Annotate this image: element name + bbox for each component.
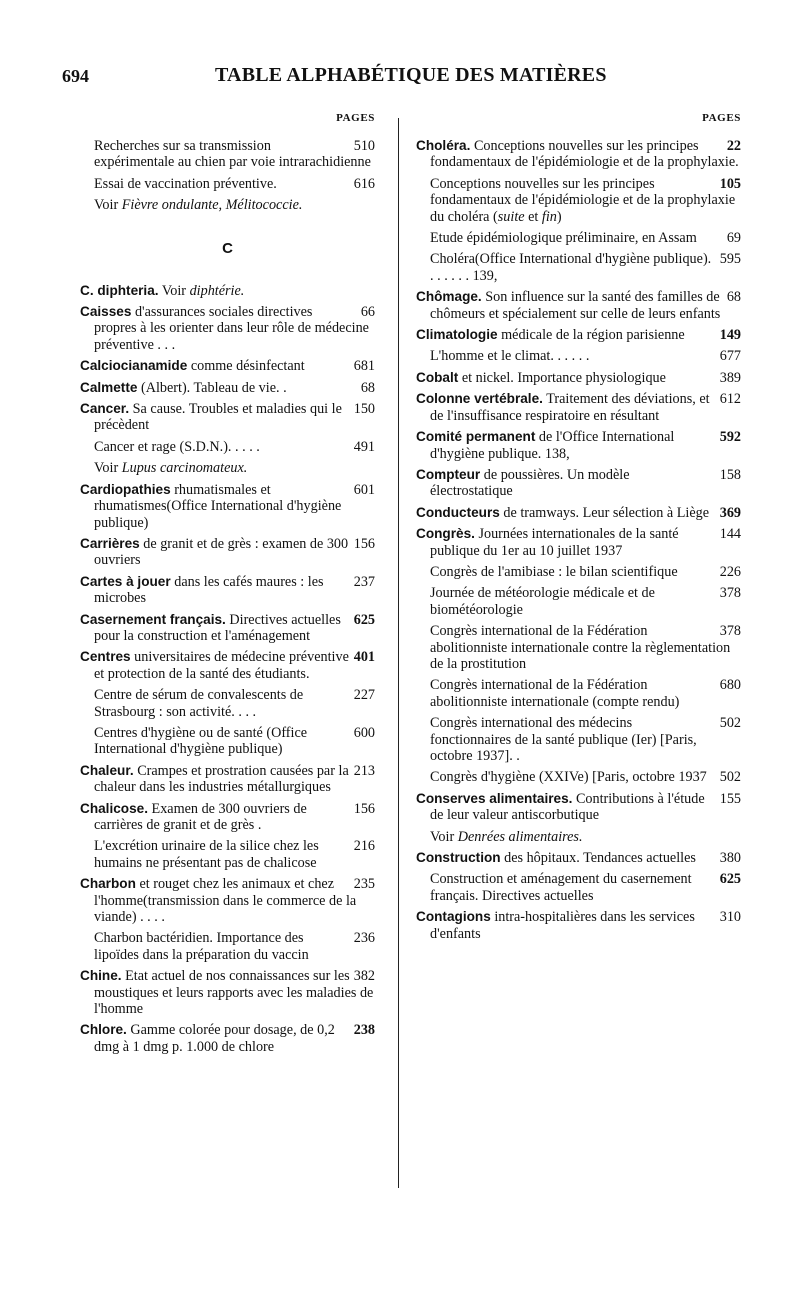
page-number: 694 — [62, 66, 89, 86]
entry-heading: Conducteurs — [416, 504, 500, 520]
entry-text: et nickel. Importance physiologique — [458, 369, 666, 386]
entry-text: Conceptions nouvelles sur les principes fondamentaux de l'épidémiologie et de la prophylaxie. — [430, 138, 739, 171]
entry-text: Choléra(Office International d'hygiène publique). . . . . . . 139, — [430, 251, 712, 284]
entry-text: Traitement des déviations, et de l'insuffisance respiratoire en résultant — [430, 391, 710, 424]
entry-text: de granit et de grès : examen de 300 ouvriers — [94, 535, 349, 569]
entry-text: Examen de 300 ouvriers de carrières de granit et de grès . — [94, 800, 307, 833]
entry-text: comme désinfectant — [187, 358, 305, 375]
entry-page-number: 510 — [353, 138, 375, 154]
column-divider — [398, 118, 399, 1188]
entry-heading: Chalicose. — [80, 800, 148, 816]
index-entry — [416, 289, 741, 322]
index-entry — [80, 304, 375, 353]
entry-page-number: 156 — [353, 535, 375, 552]
index-entry — [80, 482, 375, 531]
entry-page-number: 69 — [726, 230, 741, 247]
entry-page-number: 155 — [719, 790, 741, 807]
entry-page-number: 68 — [360, 379, 375, 396]
entry-text: Construction et aménagement du casernement français. Directives actuelles — [430, 871, 692, 904]
entry-text: et — [524, 208, 542, 225]
entry-text: et rouget chez les animaux et chez l'homme(transmission dans le commerce de la viande) . . . . — [94, 876, 357, 926]
index-entry — [416, 850, 741, 866]
entry-heading: Chlore. — [80, 1022, 127, 1038]
entry-heading: Carrières — [80, 535, 140, 551]
pages-label-left: PAGES — [336, 112, 375, 124]
index-entry — [416, 564, 741, 580]
entry-page-number: 216 — [353, 838, 375, 855]
index-entry — [416, 829, 741, 845]
entry-page-number: 378 — [719, 623, 741, 640]
entry-text: Gamme colorée pour dosage, de 0,2 dmg à 1 dmg p. 1.000 de chlore — [94, 1022, 335, 1055]
entry-page-number: 592 — [719, 429, 741, 446]
index-entry — [416, 230, 741, 246]
entry-text: rhumatismales et rhumatismes(Office International d'hygiène publique) — [94, 481, 342, 531]
entry-heading: Chaleur. — [80, 762, 134, 778]
entry-text: d'assurances sociales directives propres à les orienter dans leur rôle de médecine préventive . . . — [94, 304, 369, 353]
index-entry — [416, 526, 741, 559]
entry-page-number: 310 — [719, 909, 741, 926]
entry-heading: Cartes à jouer — [80, 573, 171, 589]
entry-page-number: 389 — [719, 369, 741, 386]
entry-reference: Lupus carcinomateux. — [121, 460, 248, 477]
index-entry — [416, 585, 741, 618]
left-pre-entries — [80, 138, 375, 214]
entry-heading: Compteur — [416, 466, 481, 482]
entry-text: L'excrétion urinaire de la silice chez les humains ne présentant pas de chalicose — [94, 838, 319, 871]
left-entries — [80, 283, 375, 1056]
entry-page-number: 213 — [353, 762, 375, 779]
entry-heading: Conserves alimentaires. — [416, 790, 573, 806]
index-entry — [416, 391, 741, 424]
entry-page-number: 680 — [719, 677, 741, 694]
entry-page-number: 600 — [353, 724, 375, 741]
entry-heading: Construction — [416, 850, 501, 866]
entry-heading: Chine. — [80, 968, 122, 984]
entry-page-number: 105 — [719, 175, 741, 192]
index-entry — [80, 380, 375, 396]
index-entry — [80, 649, 375, 682]
entry-page-number: 149 — [719, 327, 741, 344]
index-entry — [80, 358, 375, 374]
entry-page-number: 237 — [353, 573, 375, 590]
entry-heading: Casernement français. — [80, 611, 226, 627]
index-entry — [80, 138, 375, 171]
entry-page-number: 235 — [353, 876, 375, 893]
entry-text: de l'Office International d'hygiène publique. 138, — [430, 429, 675, 462]
entry-page-number: 595 — [719, 251, 741, 268]
index-entry — [80, 930, 375, 963]
entry-text: Voir — [94, 197, 122, 214]
entry-text: Voir — [158, 282, 190, 299]
right-column — [416, 112, 741, 947]
entry-heading: Centres — [80, 649, 131, 665]
entry-text: médicale de la région parisienne — [497, 327, 685, 344]
entry-heading: Contagions — [416, 909, 491, 925]
index-entry — [80, 401, 375, 434]
entry-heading: Cobalt — [416, 369, 459, 385]
entry-text: Congrès international des médecins fonctionnaires de la santé publique (Ier) [Paris, octobre 1937]. . — [430, 715, 697, 764]
entry-reference: Fièvre ondulante, Mélitococcie. — [121, 197, 303, 214]
entry-page-number: 158 — [719, 466, 741, 483]
entry-text: Congrès d'hygiène (XXIVe) [Paris, octobre 1937 — [430, 769, 707, 786]
entry-text: Etude épidémiologique préliminaire, en Assam — [430, 230, 697, 247]
entry-text: Cancer et rage (S.D.N.). . . . . — [94, 438, 260, 455]
entry-text: Voir — [94, 460, 122, 477]
index-entry — [80, 801, 375, 834]
entry-heading: Climatologie — [416, 327, 498, 343]
entry-page-number: 677 — [719, 348, 741, 365]
entry-reference: Denrées alimentaires. — [457, 828, 583, 845]
index-entry — [80, 197, 375, 213]
entry-page-number: 625 — [719, 871, 741, 888]
entry-heading: Congrès. — [416, 526, 475, 542]
index-entry — [80, 763, 375, 796]
entry-text: Charbon bactéridien. Importance des lipoïdes dans la préparation du vaccin — [94, 930, 309, 963]
entry-heading: C. diphteria. — [80, 282, 159, 298]
index-entry — [80, 460, 375, 476]
entry-text: Essai de vaccination préventive. — [94, 175, 277, 192]
index-entry — [416, 467, 741, 500]
entry-text: Voir — [430, 828, 458, 845]
entry-text: ) — [556, 208, 562, 225]
index-entry — [80, 574, 375, 607]
entry-text: dans les cafés maures : les microbes — [94, 573, 324, 607]
index-entry — [80, 687, 375, 720]
entry-heading: Choléra. — [416, 138, 471, 153]
entry-page-number: 227 — [353, 687, 375, 704]
entry-text: Directives actuelles pour la construction et l'aménagement — [94, 611, 341, 644]
entry-text: Congrès de l'amibiase : le bilan scientifique — [430, 563, 678, 580]
entry-text: Centre de sérum de convalescents de Strasbourg : son activité. . . . — [94, 687, 304, 720]
index-entry — [416, 251, 741, 284]
index-entry — [416, 909, 741, 942]
entry-page-number: 22 — [726, 138, 741, 154]
entry-page-number: 401 — [353, 649, 375, 666]
entry-text: universitaires de médecine préventive et protection de la santé des étudiants. — [94, 649, 349, 682]
entry-text: Centres d'hygiène ou de santé (Office International d'hygiène publique) — [94, 724, 308, 758]
entry-text: de tramways. Leur sélection à Liège — [499, 504, 710, 521]
index-entry — [80, 838, 375, 871]
entry-page-number: 378 — [719, 585, 741, 602]
entry-text: L'homme et le climat. . . . . . — [430, 348, 590, 365]
entry-heading: Caisses — [80, 304, 132, 320]
entry-page-number: 150 — [353, 401, 375, 418]
entry-text: Journée de météorologie médicale et de biométéorologie — [430, 585, 655, 618]
entry-page-number: 502 — [719, 715, 741, 732]
index-entry — [80, 1022, 375, 1055]
index-entry — [416, 327, 741, 343]
entry-heading: Cardiopathies — [80, 481, 171, 497]
entry-text: des hôpitaux. Tendances actuelles — [500, 850, 696, 867]
entry-text: de poussières. Un modèle électrostatique — [430, 466, 630, 500]
entry-page-number: 156 — [353, 800, 375, 817]
entry-heading: Charbon — [80, 876, 136, 892]
section-letter: C — [222, 239, 233, 257]
index-entry — [80, 876, 375, 925]
index-entry — [416, 505, 741, 521]
entry-text: Journées internationales de la santé publique du 1er au 10 juillet 1937 — [430, 526, 679, 559]
entry-page-number: 236 — [353, 930, 375, 947]
index-entry — [416, 348, 741, 364]
entry-reference: diphtérie. — [189, 282, 245, 299]
entry-text: Contributions à l'étude de leur valeur antiscorbutique — [430, 790, 705, 824]
entry-text: Congrès international de la Fédération abolitionniste internationale (compte rendu) — [430, 677, 680, 710]
entry-heading: Cancer. — [80, 401, 130, 417]
entry-text: (Albert). Tableau de vie. . — [137, 379, 287, 396]
index-entry — [80, 536, 375, 569]
index-entry — [416, 370, 741, 386]
index-entry — [416, 176, 741, 225]
index-entry — [416, 677, 741, 710]
entry-text: Congrès international de la Fédération abolitionniste internationale contre la règlementation de la prostitution — [430, 623, 731, 672]
index-entry — [80, 439, 375, 455]
entry-heading: Calmette — [80, 379, 138, 395]
entry-reference: fin — [541, 208, 557, 225]
index-entry — [416, 769, 741, 785]
entry-text: Sa cause. Troubles et maladies qui le précèdent — [94, 401, 342, 434]
index-entry — [416, 715, 741, 764]
index-entry — [416, 429, 741, 462]
entry-page-number: 616 — [353, 175, 375, 192]
index-entry — [80, 176, 375, 192]
entry-text: Crampes et prostration causées par la chaleur dans les industries métallurgiques — [94, 762, 349, 796]
entry-heading: Colonne vertébrale. — [416, 391, 543, 407]
index-entry — [80, 968, 375, 1017]
pages-label-right: PAGES — [702, 112, 741, 124]
entry-page-number: 612 — [719, 391, 741, 408]
index-entry — [80, 725, 375, 758]
entry-page-number: 502 — [719, 769, 741, 786]
index-entry — [416, 138, 741, 171]
entry-page-number: 68 — [726, 289, 741, 306]
entry-heading: Calciocianamide — [80, 358, 188, 374]
index-entry — [80, 612, 375, 645]
entry-text: Son influence sur la santé des familles de chômeurs et spécialement sur celle de leurs enfants — [430, 289, 721, 322]
index-entry — [416, 623, 741, 672]
entry-reference: suite — [497, 208, 525, 225]
left-column — [80, 112, 375, 1060]
entry-page-number: 66 — [360, 304, 375, 321]
entry-page-number: 238 — [353, 1022, 375, 1039]
entry-page-number: 369 — [719, 504, 741, 521]
entry-page-number: 625 — [353, 611, 375, 628]
index-entry — [80, 283, 375, 299]
entry-text: Etat actuel de nos connaissances sur les moustiques et leurs rapports avec les maladies de l'homme — [94, 968, 374, 1018]
entry-heading: Chômage. — [416, 289, 482, 305]
entry-page-number: 144 — [719, 526, 741, 543]
right-entries — [416, 138, 741, 942]
entry-page-number: 382 — [353, 968, 375, 985]
entry-page-number: 681 — [353, 358, 375, 375]
entry-text: Conceptions nouvelles sur les principes fondamentaux de l'épidémiologie et de la prophylaxie du choléra ( — [430, 175, 736, 225]
entry-page-number: 380 — [719, 850, 741, 867]
entry-text: intra-hospitalières dans les services d'enfants — [430, 909, 695, 942]
entry-heading: Comité permanent — [416, 429, 536, 445]
entry-text: Recherches sur sa transmission expérimentale au chien par voie intrarachidienne — [94, 138, 371, 171]
index-entry — [416, 871, 741, 904]
index-entry — [416, 791, 741, 824]
entry-page-number: 226 — [719, 563, 741, 580]
entry-page-number: 601 — [353, 481, 375, 498]
page-title: TABLE ALPHABÉTIQUE DES MATIÈRES — [215, 64, 607, 86]
entry-page-number: 491 — [353, 438, 375, 455]
